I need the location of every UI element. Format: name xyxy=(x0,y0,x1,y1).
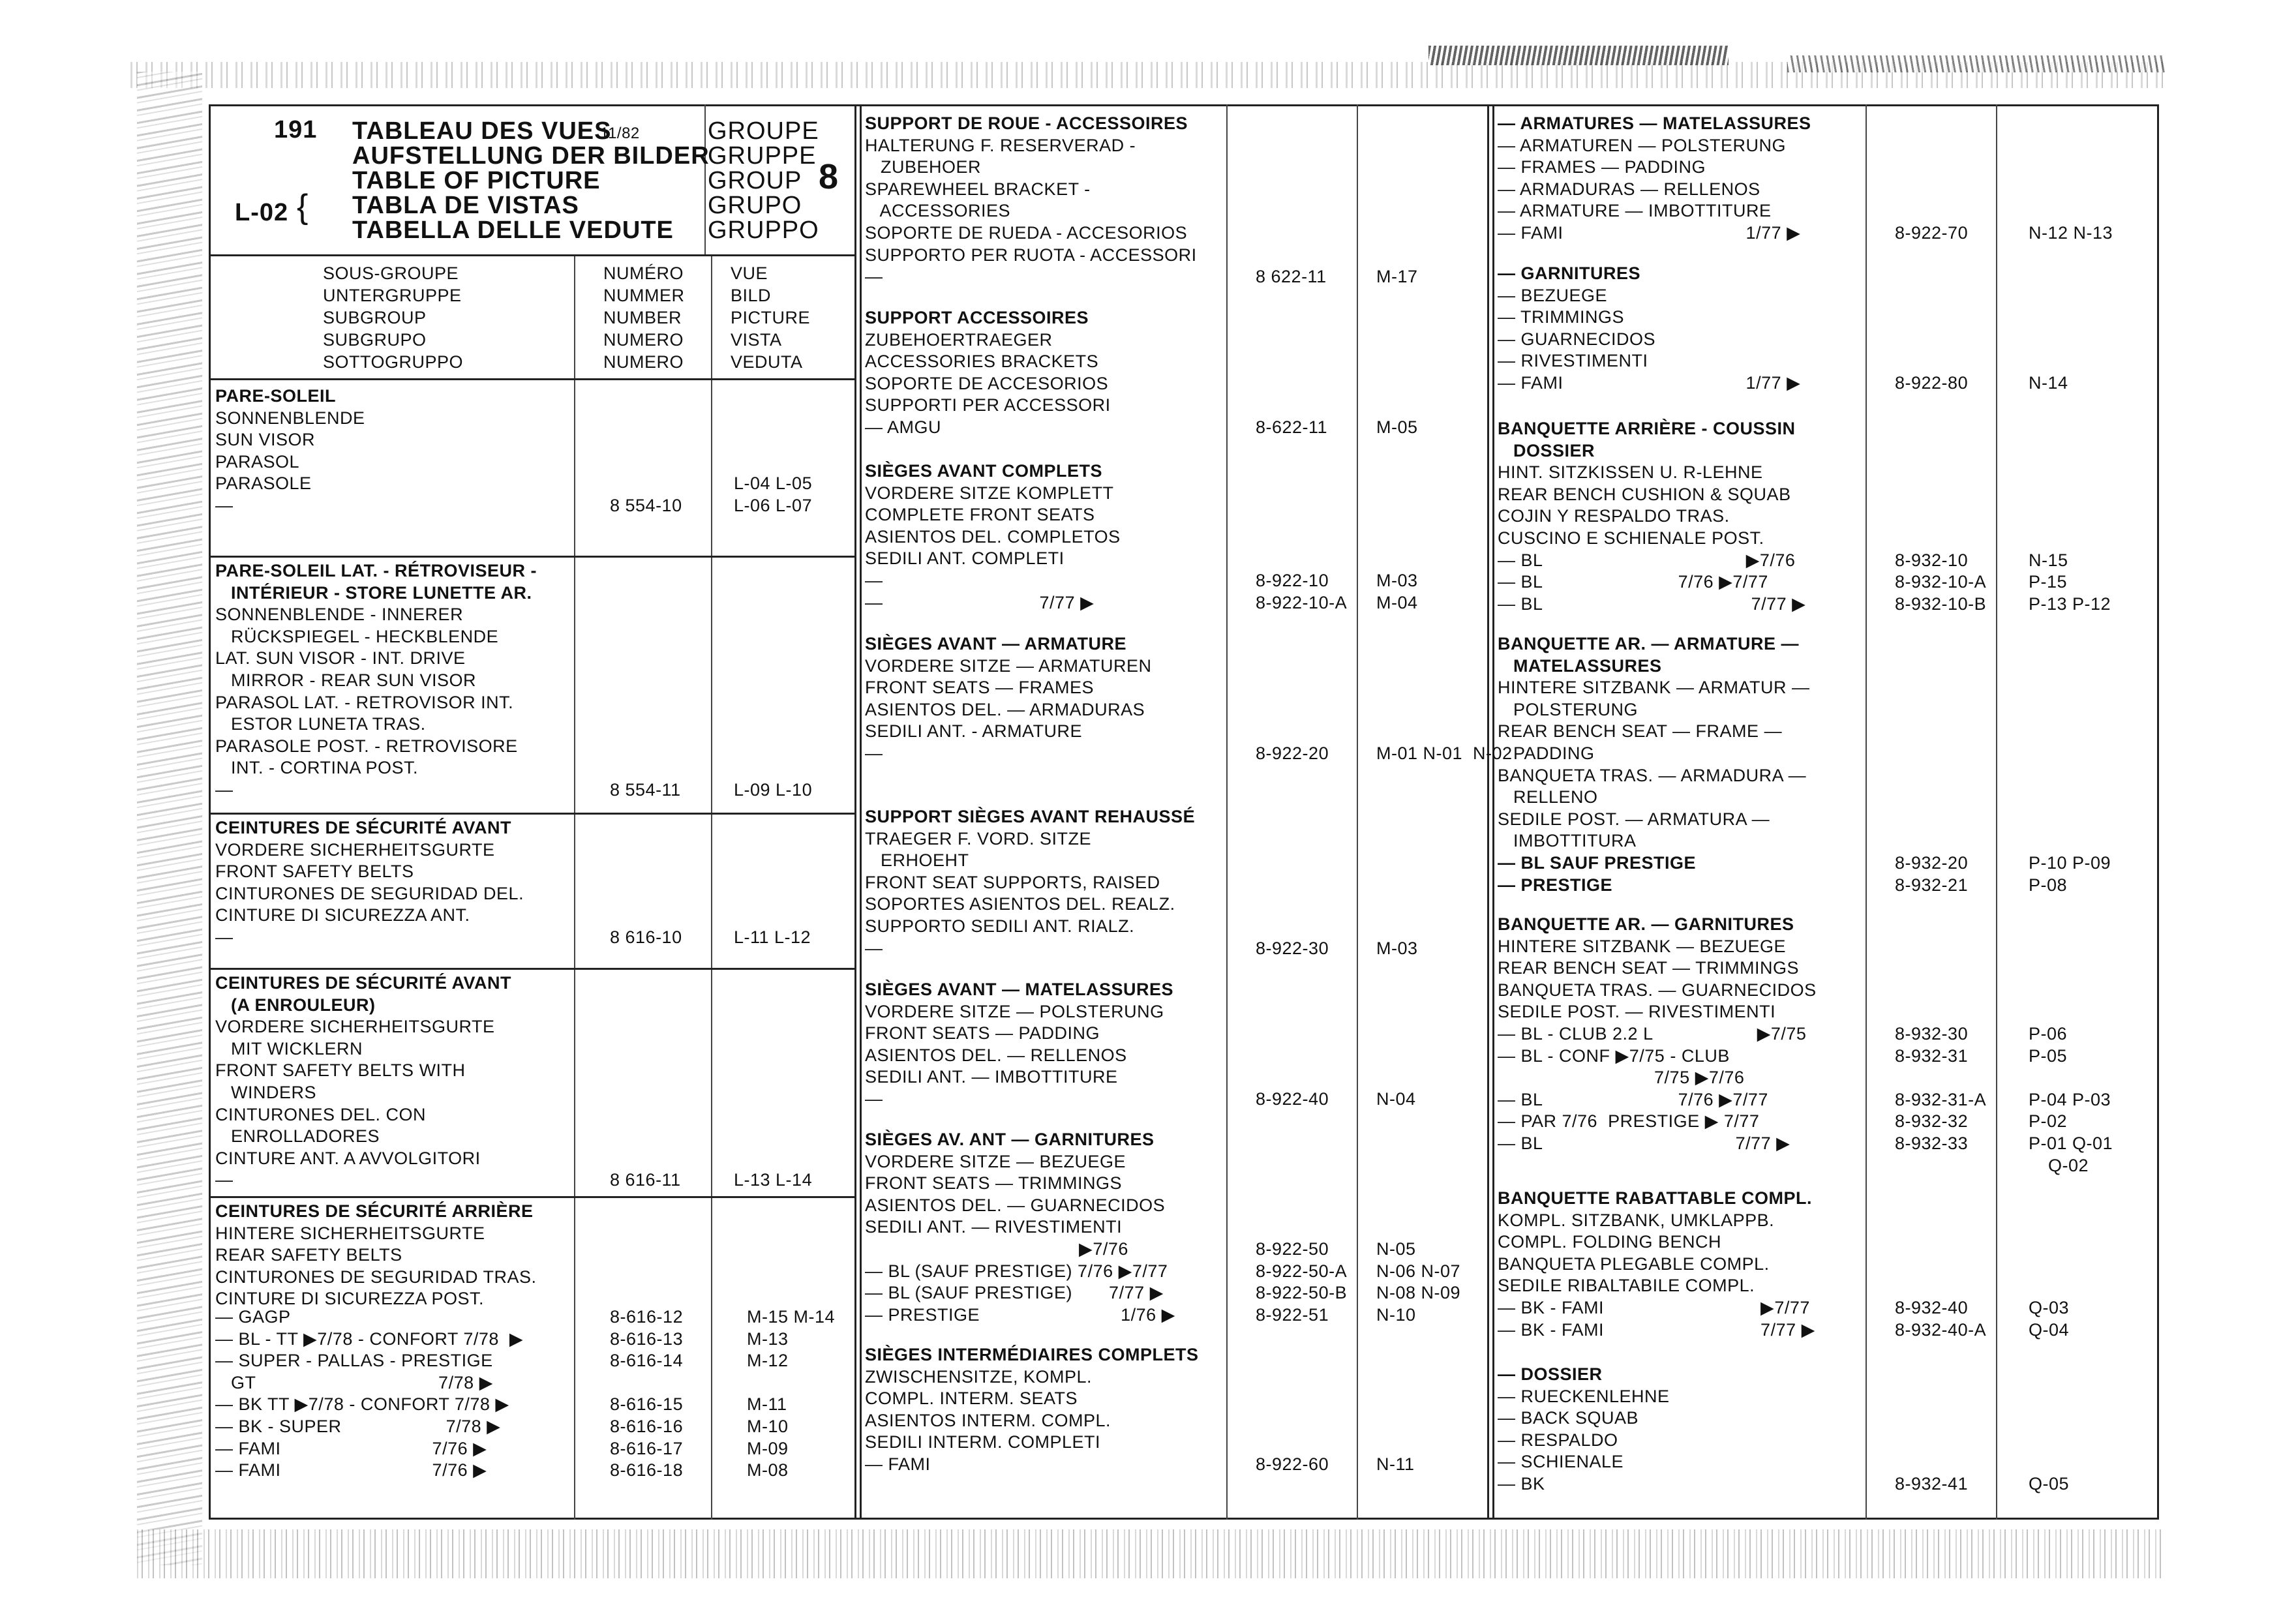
col1-subgroup-line: CEINTURES DE SÉCURITÉ ARRIÈRE xyxy=(215,1201,534,1221)
col1-view-ref: L-13 L-14 xyxy=(734,1170,813,1190)
title-fr: TABLEAU DES VUES xyxy=(352,117,612,145)
col1-part-number: 8 616-11 xyxy=(610,1170,681,1190)
col1-view-ref: M-11 xyxy=(747,1394,787,1415)
view-header-de: BILD xyxy=(731,286,772,305)
col2-subgroup-line: — xyxy=(865,743,883,763)
col3-view-ref: Q-03 xyxy=(2029,1298,2070,1317)
col2-part-number: 8-922-40 xyxy=(1256,1089,1329,1109)
group-number: 8 xyxy=(819,157,839,196)
col2-view-ref: N-11 xyxy=(1376,1454,1415,1474)
col1-subgroup-line: — FAMI 7/76 ▶ xyxy=(215,1438,487,1458)
col3-subgroup-line: BANQUETA TRAS. — ARMADURA — xyxy=(1498,765,1807,785)
scan-noise-top-right xyxy=(1787,55,2166,72)
col3-subgroup-line: MATELASSURES xyxy=(1498,655,1662,676)
col3-subgroup-line: REAR BENCH SEAT — FRAME — xyxy=(1498,721,1783,742)
col2-part-number: 8-622-11 xyxy=(1256,417,1328,437)
col1-subgroup-line: FRONT SAFETY BELTS WITH xyxy=(215,1060,466,1081)
col2-subgroup-line: ZUBEHOER xyxy=(865,157,982,177)
col3-subgroup-line: — BL SAUF PRESTIGE xyxy=(1498,853,1697,873)
col3-subgroup-line: — BL 7/77 ▶ xyxy=(1498,1134,1790,1153)
col1-subgroup-line: CEINTURES DE SÉCURITÉ AVANT xyxy=(215,973,512,993)
col1-part-number: 8-616-18 xyxy=(610,1460,684,1480)
col2-subgroup-line: — FAMI xyxy=(865,1454,931,1474)
col3-subgroup-line: HINTERE SITZBANK — ARMATUR — xyxy=(1498,678,1810,698)
col1-part-number: 8-616-14 xyxy=(610,1351,684,1371)
header-brace: { xyxy=(297,188,309,226)
col1-view-ref: M-12 xyxy=(747,1351,789,1371)
col1-subgroup-line: CINTURE DI SICUREZZA ANT. xyxy=(215,905,470,925)
col3-subgroup-line: — BL 7/76 ▶7/77 xyxy=(1498,572,1768,592)
col3-subgroup-line: — FRAMES — PADDING xyxy=(1498,157,1706,177)
col2-subgroup-line: ASIENTOS DEL. — ARMADURAS xyxy=(865,699,1145,719)
col3-subgroup-line: HINTERE SITZBANK — BEZUEGE xyxy=(1498,936,1787,956)
col3-subgroup-line: PADDING xyxy=(1498,743,1595,763)
col2-subgroup-line: ZUBEHOERTRAEGER xyxy=(865,329,1053,350)
col2-subgroup-line: SOPORTES ASIENTOS DEL. REALZ. xyxy=(865,894,1175,914)
col2-part-number: 8-922-10 xyxy=(1256,571,1329,590)
col3-view-ref: Q-02 xyxy=(2048,1155,2089,1175)
col3-subgroup-line: — BK xyxy=(1498,1474,1545,1494)
col3-subgroup-line: SEDILE POST. — RIVESTIMENTI xyxy=(1498,1002,1776,1022)
col2-subgroup-line: — AMGU xyxy=(865,417,942,437)
col2-subgroup-line: — PRESTIGE 1/76 ▶ xyxy=(865,1304,1175,1325)
col1-subgroup-line: — FAMI 7/76 ▶ xyxy=(215,1460,487,1480)
col3-subgroup-line: — GUARNECIDOS xyxy=(1498,329,1656,349)
scan-noise-top-dark xyxy=(1428,46,1729,65)
col3-subgroup-line: BANQUETA PLEGABLE COMPL. xyxy=(1498,1254,1770,1274)
col1-subgroup-line: — xyxy=(215,496,234,515)
page-number: 191 xyxy=(274,116,318,143)
title-es: TABLA DE VISTAS xyxy=(352,192,579,219)
col2-subgroup-line: HALTERUNG F. RESERVERAD - xyxy=(865,135,1136,155)
col2-subgroup-line: ASIENTOS DEL. COMPLETOS xyxy=(865,526,1121,547)
col3-subgroup-line: — BL 7/77 ▶ xyxy=(1498,593,1806,614)
col3-subgroup-line: — BL 7/76 ▶7/77 xyxy=(1498,1089,1768,1109)
col2-view-ref: M-03 xyxy=(1376,938,1418,958)
col1-subgroup-line: INTÉRIEUR - STORE LUNETTE AR. xyxy=(215,582,532,603)
col1-part-number: 8-616-13 xyxy=(610,1329,684,1349)
col2-view-ref: M-04 xyxy=(1376,592,1418,612)
col1-subgroup-line: LAT. SUN VISOR - INT. DRIVE xyxy=(215,648,466,668)
col3-subgroup-line: IMBOTTITURA xyxy=(1498,831,1637,851)
col2-subgroup-line: VORDERE SITZE — BEZUEGE xyxy=(865,1151,1126,1171)
col2-subgroup-line: SIÈGES INTERMÉDIAIRES COMPLETS xyxy=(865,1345,1199,1364)
col1-subgroup-line: — xyxy=(215,927,234,947)
col1-subgroup-line: (A ENROULEUR) xyxy=(215,995,376,1015)
col3-subgroup-line: — BEZUEGE xyxy=(1498,285,1608,305)
col3-part-number: 8-932-32 xyxy=(1895,1111,1969,1132)
col3-view-ref: N-12 N-13 xyxy=(2029,223,2113,243)
col2-view-ref: M-17 xyxy=(1376,267,1418,287)
col3-subgroup-line: — PRESTIGE xyxy=(1498,875,1613,895)
col1-subgroup-line: PARASOLE xyxy=(215,473,312,494)
scan-noise-left xyxy=(137,72,202,1565)
col3-subgroup-line: — TRIMMINGS xyxy=(1498,307,1624,327)
col1-part-number: 8-616-15 xyxy=(610,1394,684,1415)
col1-view-ref: L-06 L-07 xyxy=(734,496,813,515)
col2-subgroup-line: SIÈGES AVANT — ARMATURE xyxy=(865,634,1127,653)
col1-view-ref: M-09 xyxy=(747,1438,789,1458)
col3-subgroup-line: REAR BENCH SEAT — TRIMMINGS xyxy=(1498,958,1800,978)
col3-subgroup-line: BANQUETA TRAS. — GUARNECIDOS xyxy=(1498,980,1817,1000)
col2-subgroup-line: ▶7/76 xyxy=(865,1239,1128,1259)
col3-subgroup-line: BANQUETTE AR. — GARNITURES xyxy=(1498,914,1794,934)
col1-subgroup-line: SUN VISOR xyxy=(215,430,316,450)
col3-view-ref: P-13 P-12 xyxy=(2029,593,2111,614)
col3-view-ref: P-01 Q-01 xyxy=(2029,1134,2113,1153)
col2-subgroup-line: ERHOEHT xyxy=(865,850,969,871)
col2-subgroup-line: SIÈGES AV. ANT — GARNITURES xyxy=(865,1130,1155,1149)
subheader-bottom-rule xyxy=(209,378,854,380)
number-header-en: NUMBER xyxy=(603,308,682,327)
col3-subgroup-line: CUSCINO E SCHIENALE POST. xyxy=(1498,528,1764,548)
col3-subgroup-line: BANQUETTE AR. — ARMATURE — xyxy=(1498,634,1799,653)
col2-subgroup-line: SEDILI ANT. COMPLETI xyxy=(865,548,1065,569)
col1-subgroup-line: PARE-SOLEIL LAT. - RÉTROVISEUR - xyxy=(215,561,537,580)
view-header-fr: VUE xyxy=(731,263,768,283)
col2-subgroup-line: SUPPORT SIÈGES AVANT REHAUSSÉ xyxy=(865,807,1196,826)
col3-subgroup-line: DOSSIER xyxy=(1498,440,1595,460)
number-header-de: NUMMER xyxy=(603,286,685,305)
col2-subgroup-line: FRONT SEAT SUPPORTS, RAISED xyxy=(865,872,1160,892)
col2-subgroup-line: VORDERE SITZE — POLSTERUNG xyxy=(865,1001,1164,1021)
subgroup-header-es: SUBGRUPO xyxy=(323,330,427,350)
col3-view-ref: Q-04 xyxy=(2029,1319,2070,1340)
col3-subgroup-line: KOMPL. SITZBANK, UMKLAPPB. xyxy=(1498,1210,1775,1230)
col2-number-divider xyxy=(1226,104,1228,1520)
col3-part-number: 8-932-31-A xyxy=(1895,1089,1987,1109)
title-en: TABLE OF PICTURE xyxy=(352,167,601,194)
view-header-it: VEDUTA xyxy=(731,352,803,372)
col3-subgroup-line: — BACK SQUAB xyxy=(1498,1408,1639,1428)
col1-subgroup-line: INT. - CORTINA POST. xyxy=(215,758,419,778)
col2-subgroup-line: SOPORTE DE RUEDA - ACCESORIOS xyxy=(865,223,1188,243)
col1-subgroup-line: CINTURONES DE SEGURIDAD TRAS. xyxy=(215,1267,537,1287)
col3-view-divider xyxy=(1996,104,1997,1520)
col3-part-number: 8-932-33 xyxy=(1895,1134,1969,1153)
col3-view-ref: P-06 xyxy=(2029,1024,2068,1044)
view-header-en: PICTURE xyxy=(731,308,811,327)
col1-number-divider xyxy=(574,254,575,1520)
col2-subgroup-line: ASIENTOS DEL. — GUARNECIDOS xyxy=(865,1195,1166,1215)
group-word-es: GRUPO xyxy=(708,192,802,219)
col1-part-number: 8-616-12 xyxy=(610,1307,684,1327)
col1-view-ref: M-15 M-14 xyxy=(747,1307,836,1327)
col2-subgroup-line: SIÈGES AVANT COMPLETS xyxy=(865,461,1103,481)
col1-subgroup-line: RÜCKSPIEGEL - HECKBLENDE xyxy=(215,626,499,646)
col3-subgroup-line: COJIN Y RESPALDO TRAS. xyxy=(1498,506,1730,526)
col2-subgroup-line: SIÈGES AVANT — MATELASSURES xyxy=(865,980,1174,999)
group-word-it: GRUPPO xyxy=(708,217,819,244)
col3-subgroup-line: HINT. SITZKISSEN U. R-LEHNE xyxy=(1498,462,1763,483)
col3-subgroup-line: RELLENO xyxy=(1498,787,1598,807)
col1-subgroup-line: — GAGP xyxy=(215,1307,291,1327)
col2-part-number: 8 622-11 xyxy=(1256,267,1327,287)
col2-view-ref: N-04 xyxy=(1376,1089,1416,1109)
col2-subgroup-line: ACCESSORIES xyxy=(865,201,1011,221)
col1-part-number: 8 616-10 xyxy=(610,927,682,947)
col3-subgroup-line: — GARNITURES xyxy=(1498,263,1641,283)
col3-subgroup-line: — BL - CLUB 2.2 L ▶7/75 xyxy=(1498,1024,1807,1044)
group-word-fr: GROUPE xyxy=(708,117,819,145)
col3-subgroup-line: SEDILE POST. — ARMATURA — xyxy=(1498,809,1770,829)
col1-subgroup-line: CINTURONES DEL. CON xyxy=(215,1104,427,1124)
col3-view-ref: N-15 xyxy=(2029,550,2068,570)
date-code: 11/82 xyxy=(600,125,640,142)
col3-subgroup-line: — RESPALDO xyxy=(1498,1430,1618,1450)
col3-part-number: 8-932-31 xyxy=(1895,1045,1969,1066)
col3-subgroup-line: — RIVESTIMENTI xyxy=(1498,351,1648,371)
col2-subgroup-line: TRAEGER F. VORD. SITZE xyxy=(865,828,1092,849)
col2-subgroup-line: SOPORTE DE ACCESORIOS xyxy=(865,373,1109,393)
col1-subgroup-line: ESTOR LUNETA TRAS. xyxy=(215,714,426,734)
col2-subgroup-line: — xyxy=(865,267,883,287)
col2-part-number: 8-922-30 xyxy=(1256,938,1329,958)
col3-subgroup-line: REAR BENCH CUSHION & SQUAB xyxy=(1498,484,1791,504)
number-header-es: NUMERO xyxy=(603,330,684,350)
col1-view-ref: M-10 xyxy=(747,1417,789,1436)
col2-subgroup-line: — BL (SAUF PRESTIGE) 7/76 ▶7/77 xyxy=(865,1261,1168,1281)
col1-part-number: 8-616-16 xyxy=(610,1417,684,1436)
col3-subgroup-line: BANQUETTE RABATTABLE COMPL. xyxy=(1498,1188,1812,1208)
col2-subgroup-line: SPAREWHEEL BRACKET - xyxy=(865,179,1091,199)
col2-view-ref: N-10 xyxy=(1376,1304,1416,1325)
scan-noise-bottom xyxy=(137,1529,2166,1578)
col2-subgroup-line: ASIENTOS DEL. — RELLENOS xyxy=(865,1045,1127,1065)
col1-subgroup-line: PARASOL xyxy=(215,451,300,472)
col3-part-number: 8-922-80 xyxy=(1895,373,1969,393)
number-header-fr: NUMÉRO xyxy=(603,263,684,283)
col2-view-ref: N-05 xyxy=(1376,1239,1416,1259)
col2-subgroup-line: SUPPORTI PER ACCESSORI xyxy=(865,395,1111,415)
col3-subgroup-line: — BL ▶7/76 xyxy=(1498,550,1796,570)
col1-subgroup-line: CEINTURES DE SÉCURITÉ AVANT xyxy=(215,818,512,837)
col3-view-ref: P-08 xyxy=(2029,875,2068,895)
col3-part-number: 8-932-40-A xyxy=(1895,1319,1987,1340)
col3-subgroup-line: — BK - FAMI ▶7/77 xyxy=(1498,1298,1810,1317)
col1-subgroup-line: — xyxy=(215,1170,234,1190)
col3-view-ref: N-14 xyxy=(2029,373,2068,393)
col1-subgroup-line: CINTURONES DE SEGURIDAD DEL. xyxy=(215,883,524,903)
col2-view-ref: M-05 xyxy=(1376,417,1418,437)
col2-subgroup-line: SUPPORTO SEDILI ANT. RIALZ. xyxy=(865,916,1135,936)
col1-view-ref: M-08 xyxy=(747,1460,789,1480)
col1-subgroup-line: PARASOL LAT. - RETROVISOR INT. xyxy=(215,692,514,712)
col3-subgroup-line: — SCHIENALE xyxy=(1498,1452,1624,1472)
col1-subgroup-line: SONNENBLENDE xyxy=(215,408,365,428)
col3-subgroup-line: — BK - FAMI 7/77 ▶ xyxy=(1498,1319,1815,1340)
col1-part-number: 8-616-17 xyxy=(610,1438,684,1458)
col3-subgroup-line: BANQUETTE ARRIÈRE - COUSSIN xyxy=(1498,419,1796,438)
col1-subgroup-line: — BL - TT ▶7/78 - CONFORT 7/78 ▶ xyxy=(215,1329,524,1349)
col1-part-number: 8 554-11 xyxy=(610,780,681,800)
col3-part-number: 8-932-10-B xyxy=(1895,593,1987,614)
col3-view-ref: P-05 xyxy=(2029,1045,2068,1066)
col3-view-ref: P-04 P-03 xyxy=(2029,1089,2111,1109)
header-bottom-rule xyxy=(209,254,854,256)
col3-subgroup-line: — ARMATUREN — POLSTERUNG xyxy=(1498,135,1787,155)
col2-subgroup-line: ACCESSORIES BRACKETS xyxy=(865,352,1099,372)
col2-subgroup-line: — xyxy=(865,938,883,958)
col1-view-divider xyxy=(711,254,712,1520)
header-group-divider xyxy=(704,104,706,254)
col2-subgroup-line: SUPPORT ACCESSOIRES xyxy=(865,308,1089,327)
col3-part-number: 8-932-10 xyxy=(1895,550,1969,570)
col2-subgroup-line: FRONT SEATS — TRIMMINGS xyxy=(865,1173,1123,1194)
col3-subgroup-line: 7/75 ▶7/76 xyxy=(1498,1068,1745,1088)
column-divider-2b xyxy=(1492,104,1494,1520)
col2-subgroup-line: SEDILI ANT. - ARMATURE xyxy=(865,721,1083,742)
col3-subgroup-line: — RUECKENLEHNE xyxy=(1498,1386,1670,1406)
col1-view-ref: L-11 L-12 xyxy=(734,927,811,947)
col3-view-ref: P-15 xyxy=(2029,572,2068,592)
col3-part-number: 8-922-70 xyxy=(1895,223,1969,243)
col1-subgroup-line: HINTERE SICHERHEITSGURTE xyxy=(215,1223,485,1243)
col1-subgroup-line: — BK TT ▶7/78 - CONFORT 7/78 ▶ xyxy=(215,1394,509,1415)
col1-subgroup-line: VORDERE SICHERHEITSGURTE xyxy=(215,839,495,860)
col2-subgroup-line: — xyxy=(865,1089,883,1109)
col3-subgroup-line: — ARMATURE — IMBOTTITURE xyxy=(1498,201,1772,221)
col1-subgroup-line: MIRROR - REAR SUN VISOR xyxy=(215,670,477,690)
col1-subgroup-line: CINTURE ANT. A AVVOLGITORI xyxy=(215,1148,481,1168)
title-de: AUFSTELLUNG DER BILDER xyxy=(352,142,710,170)
col2-subgroup-line: SEDILI ANT. — RIVESTIMENTI xyxy=(865,1217,1123,1237)
col1-section-rule xyxy=(209,968,854,970)
col3-part-number: 8-932-21 xyxy=(1895,875,1969,895)
col1-view-ref: L-04 L-05 xyxy=(734,473,813,494)
col3-part-number: 8-932-41 xyxy=(1895,1474,1969,1494)
subgroup-header-de: UNTERGRUPPE xyxy=(323,286,462,305)
col2-subgroup-line: SEDILI ANT. — IMBOTTITURE xyxy=(865,1067,1118,1087)
col3-subgroup-line: POLSTERUNG xyxy=(1498,699,1639,719)
col2-part-number: 8-922-20 xyxy=(1256,743,1329,763)
subgroup-header-en: SUBGROUP xyxy=(323,308,427,327)
col1-view-ref: L-09 L-10 xyxy=(734,780,813,800)
col2-subgroup-line: SEDILI INTERM. COMPLETI xyxy=(865,1432,1101,1452)
col1-subgroup-line: ENROLLADORES xyxy=(215,1126,380,1147)
col1-subgroup-line: PARE-SOLEIL xyxy=(215,386,337,406)
group-word-en: GROUP xyxy=(708,167,802,194)
col3-subgroup-line: — FAMI 1/77 ▶ xyxy=(1498,223,1801,243)
col1-subgroup-line: — BK - SUPER 7/78 ▶ xyxy=(215,1417,501,1436)
col2-subgroup-line: COMPL. INTERM. SEATS xyxy=(865,1389,1078,1409)
col2-subgroup-line: ASIENTOS INTERM. COMPL. xyxy=(865,1410,1111,1430)
view-header-es: VISTA xyxy=(731,330,782,350)
col3-view-ref: P-10 P-09 xyxy=(2029,853,2111,873)
page-ref: L-02 xyxy=(235,199,289,226)
col2-part-number: 8-922-10-A xyxy=(1256,592,1348,612)
col3-subgroup-line: COMPL. FOLDING BENCH xyxy=(1498,1232,1722,1252)
col2-part-number: 8-922-50 xyxy=(1256,1239,1329,1259)
group-word-de: GRUPPE xyxy=(708,142,817,170)
column-divider-1b xyxy=(860,104,862,1520)
col3-subgroup-line: SEDILE RIBALTABILE COMPL. xyxy=(1498,1276,1755,1296)
col1-subgroup-line: REAR SAFETY BELTS xyxy=(215,1245,402,1265)
col2-subgroup-line: FRONT SEATS — FRAMES xyxy=(865,678,1095,698)
col2-subgroup-line: — 7/77 ▶ xyxy=(865,592,1095,612)
col2-subgroup-line: — xyxy=(865,571,883,590)
col2-subgroup-line: VORDERE SITZE — ARMATUREN xyxy=(865,655,1152,676)
col1-subgroup-line: — xyxy=(215,780,234,800)
col2-subgroup-line: — BL (SAUF PRESTIGE) 7/77 ▶ xyxy=(865,1283,1164,1303)
title-it: TABELLA DELLE VEDUTE xyxy=(352,217,674,244)
col2-part-number: 8-922-51 xyxy=(1256,1304,1329,1325)
col2-view-divider xyxy=(1357,104,1358,1520)
col1-subgroup-line: MIT WICKLERN xyxy=(215,1038,363,1059)
col1-section-rule xyxy=(209,813,854,815)
col1-subgroup-line: SONNENBLENDE - INNERER xyxy=(215,605,464,625)
col3-subgroup-line: — BL - CONF ▶7/75 - CLUB xyxy=(1498,1045,1730,1066)
col2-subgroup-line: ZWISCHENSITZE, KOMPL. xyxy=(865,1366,1093,1387)
col2-view-ref: N-08 N-09 xyxy=(1376,1283,1461,1303)
col3-subgroup-line: — ARMADURAS — RELLENOS xyxy=(1498,179,1760,199)
col1-part-number: 8 554-10 xyxy=(610,496,682,515)
col2-subgroup-line: SUPPORT DE ROUE - ACCESSOIRES xyxy=(865,113,1188,133)
col2-part-number: 8-922-50-A xyxy=(1256,1261,1348,1281)
col1-subgroup-line: GT 7/78 ▶ xyxy=(215,1372,493,1392)
col2-view-ref: M-01 N-01 N-02 xyxy=(1376,743,1513,763)
col3-view-ref: P-02 xyxy=(2029,1111,2068,1132)
col3-subgroup-line: — FAMI 1/77 ▶ xyxy=(1498,373,1801,393)
col1-subgroup-line: VORDERE SICHERHEITSGURTE xyxy=(215,1017,495,1037)
col2-view-ref: M-03 xyxy=(1376,571,1418,590)
col2-part-number: 8-922-50-B xyxy=(1256,1283,1348,1303)
col3-subgroup-line: — DOSSIER xyxy=(1498,1364,1603,1384)
col1-section-rule xyxy=(209,1196,854,1198)
col1-view-ref: M-13 xyxy=(747,1329,789,1349)
subgroup-header-fr: SOUS-GROUPE xyxy=(323,263,459,283)
col2-subgroup-line: FRONT SEATS — PADDING xyxy=(865,1023,1100,1044)
col3-part-number: 8-932-10-A xyxy=(1895,572,1987,592)
col2-view-ref: N-06 N-07 xyxy=(1376,1261,1461,1281)
col2-subgroup-line: COMPLETE FRONT SEATS xyxy=(865,505,1095,525)
col3-number-divider xyxy=(1865,104,1867,1520)
col3-subgroup-line: — PAR 7/76 PRESTIGE ▶ 7/77 xyxy=(1498,1111,1760,1132)
col3-view-ref: Q-05 xyxy=(2029,1474,2070,1494)
col1-section-rule xyxy=(209,556,854,558)
col3-part-number: 8-932-20 xyxy=(1895,853,1969,873)
number-header-it: NUMERO xyxy=(603,352,684,372)
col1-subgroup-line: FRONT SAFETY BELTS xyxy=(215,862,414,882)
col3-subgroup-line: — ARMATURES — MATELASSURES xyxy=(1498,113,1811,133)
col3-part-number: 8-932-30 xyxy=(1895,1024,1969,1044)
col3-part-number: 8-932-40 xyxy=(1895,1298,1969,1317)
subgroup-header-it: SOTTOGRUPPO xyxy=(323,352,464,372)
col2-subgroup-line: VORDERE SITZE KOMPLETT xyxy=(865,483,1114,503)
col2-part-number: 8-922-60 xyxy=(1256,1454,1329,1474)
col1-subgroup-line: CINTURE DI SICUREZZA POST. xyxy=(215,1289,485,1309)
column-divider-1 xyxy=(854,104,856,1520)
col2-subgroup-line: SUPPORTO PER RUOTA - ACCESSORI xyxy=(865,245,1197,265)
column-divider-2 xyxy=(1487,104,1489,1520)
col1-subgroup-line: — SUPER - PALLAS - PRESTIGE xyxy=(215,1351,493,1371)
col1-subgroup-line: WINDERS xyxy=(215,1083,317,1102)
col1-subgroup-line: PARASOLE POST. - RETROVISORE xyxy=(215,736,518,756)
